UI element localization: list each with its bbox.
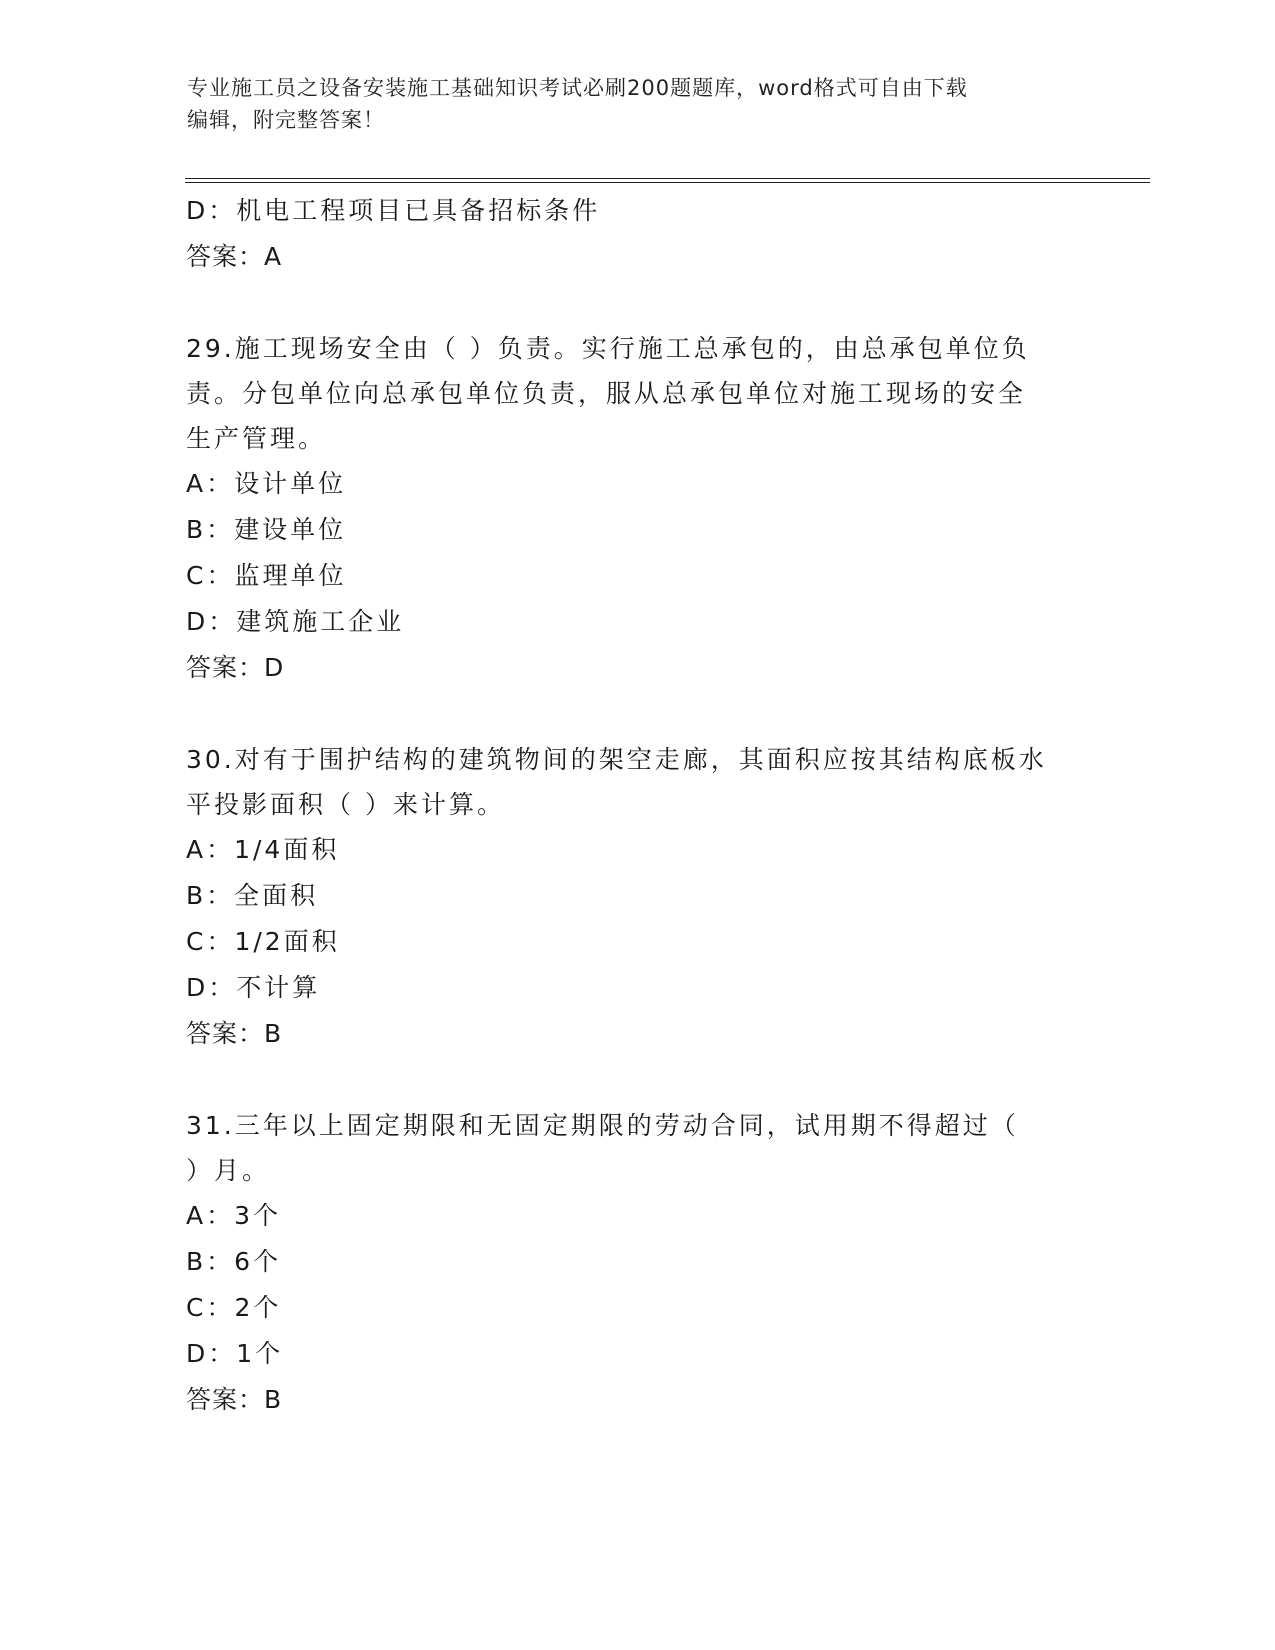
question-text-line: 责。分包单位向总承包单位负责，服从总承包单位对施工现场的安全 — [186, 379, 1027, 408]
header-title-line-2: 编辑，附完整答案！ — [187, 108, 385, 132]
header-title-line-1: 专业施工员之设备安装施工基础知识考试必刷200题题库，word格式可自由下载 — [187, 76, 968, 100]
option-d: D：不计算 — [186, 973, 321, 1002]
question-31 — [186, 1103, 1086, 1423]
question-text — [186, 737, 1086, 827]
question-text-line: 29.施工现场安全由（ ）负责。实行施工总承包的，由总承包单位负 — [186, 334, 1030, 363]
spacer — [186, 1057, 1086, 1103]
answer-line: 答案：D — [186, 653, 285, 682]
answer-line: 答案：B — [186, 1385, 283, 1414]
header-divider-bottom — [185, 182, 1150, 183]
option-a: A：设计单位 — [186, 469, 347, 498]
option-b: B：6个 — [186, 1247, 282, 1276]
document-body — [186, 188, 1086, 1423]
question-text-line: 31.三年以上固定期限和无固定期限的劳动合同，试用期不得超过（ — [186, 1111, 1019, 1140]
question-text — [186, 1103, 1086, 1193]
question-text-line: ）月。 — [186, 1156, 271, 1185]
answer-line: 答案：B — [186, 1019, 283, 1048]
page-header — [187, 72, 1087, 136]
option-d: D：建筑施工企业 — [186, 607, 405, 636]
option-c: C：监理单位 — [186, 561, 347, 590]
spacer — [186, 691, 1086, 737]
header-divider-top — [185, 178, 1150, 179]
question-text-line: 30.对有于围护结构的建筑物间的架空走廊，其面积应按其结构底板水 — [186, 745, 1047, 774]
option-a: A：3个 — [186, 1201, 282, 1230]
option-b: B：全面积 — [186, 881, 319, 910]
option-b: B：建设单位 — [186, 515, 347, 544]
option-c: C：1/2面积 — [186, 927, 340, 956]
previous-question-tail — [186, 188, 1086, 280]
question-30 — [186, 737, 1086, 1057]
question-text — [186, 326, 1086, 461]
option-a: A：1/4面积 — [186, 835, 340, 864]
answer-line: 答案：A — [186, 242, 283, 271]
option-d: D：机电工程项目已具备招标条件 — [186, 196, 601, 225]
question-29 — [186, 326, 1086, 691]
option-c: C：2个 — [186, 1293, 282, 1322]
spacer — [186, 280, 1086, 326]
option-d: D：1个 — [186, 1339, 284, 1368]
question-text-line: 平投影面积（ ）来计算。 — [186, 790, 505, 819]
question-text-line: 生产管理。 — [186, 424, 327, 453]
